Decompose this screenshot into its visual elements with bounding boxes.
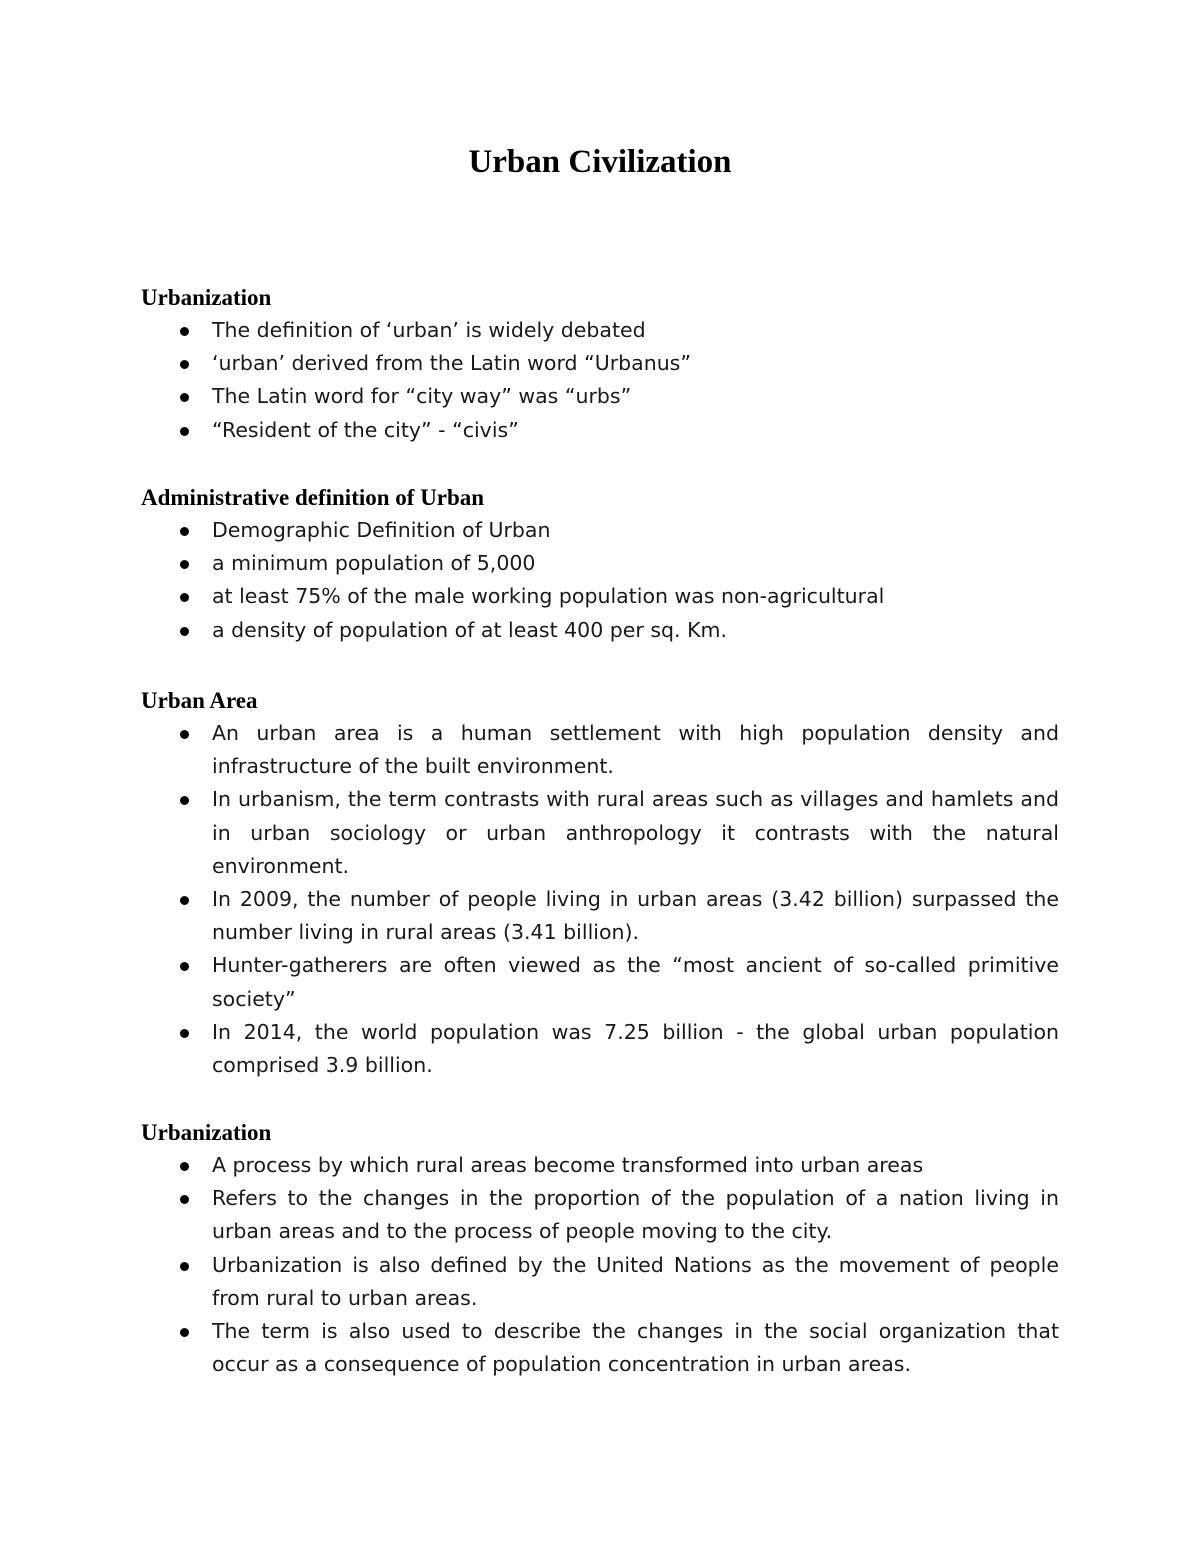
bullet-icon bbox=[180, 427, 189, 436]
list-item-text: “Resident of the city” - “civis” bbox=[212, 417, 519, 442]
list-item bbox=[141, 314, 1059, 347]
list-item bbox=[141, 380, 1059, 413]
section-urbanization-process bbox=[141, 1116, 1059, 1381]
list-item-text: A process by which rural areas become transformed into urban areas bbox=[212, 1153, 924, 1177]
section-urban-area bbox=[141, 684, 1059, 1082]
list-item-text: In 2014, the world population was 7.25 billion - the global urban population comprised 3.9 billion. bbox=[212, 1019, 1059, 1078]
list-item-text: An urban area is a human settlement with high population density and infrastructure of the built environment. bbox=[212, 721, 1059, 779]
bullet-list bbox=[141, 717, 1059, 1082]
list-item-text: The Latin word for “city way” was “urbs” bbox=[212, 384, 632, 409]
bullet-icon bbox=[180, 393, 189, 402]
list-item bbox=[141, 1249, 1059, 1315]
section-urbanization bbox=[141, 281, 1059, 447]
list-item-text: at least 75% of the male working population was non-agricultural bbox=[212, 584, 885, 609]
section-heading: Urban Area bbox=[141, 688, 258, 713]
bullet-icon bbox=[180, 1262, 189, 1271]
list-item-text: a density of population of at least 400 per sq. Km. bbox=[212, 617, 728, 642]
bullet-icon bbox=[180, 730, 189, 739]
bullet-icon bbox=[180, 1195, 189, 1204]
list-item bbox=[141, 1315, 1059, 1381]
list-item bbox=[141, 1182, 1059, 1248]
bullet-icon bbox=[180, 796, 189, 805]
list-item-text: ‘urban’ derived from the Latin word “Urbanus” bbox=[212, 351, 691, 376]
list-item bbox=[141, 717, 1059, 783]
list-item bbox=[141, 347, 1059, 380]
list-item bbox=[141, 414, 1059, 447]
bullet-icon bbox=[180, 1328, 189, 1337]
list-item bbox=[141, 783, 1059, 883]
bullet-icon bbox=[180, 1029, 189, 1038]
list-item bbox=[141, 883, 1059, 949]
bullet-list bbox=[141, 314, 1059, 447]
bullet-icon bbox=[180, 560, 189, 569]
list-item bbox=[141, 580, 1059, 613]
list-item bbox=[141, 547, 1059, 580]
list-item-text: The definition of ‘urban’ is widely debated bbox=[212, 318, 646, 342]
list-item-text: Refers to the changes in the proportion of the population of a nation living in urban areas and to the process of people moving to the city. bbox=[212, 1186, 1059, 1244]
bullet-icon bbox=[180, 360, 189, 369]
list-item bbox=[141, 949, 1059, 1015]
list-item bbox=[141, 1149, 1059, 1182]
bullet-icon bbox=[180, 593, 189, 602]
list-item-text: a minimum population of 5,000 bbox=[212, 551, 536, 576]
section-heading: Administrative definition of Urban bbox=[141, 485, 485, 510]
section-heading: Urbanization bbox=[141, 1120, 272, 1145]
bullet-icon bbox=[180, 527, 189, 536]
bullet-icon bbox=[180, 327, 189, 336]
list-item-text: Urbanization is also defined by the United Nations as the movement of people from rural to urban areas. bbox=[212, 1252, 1059, 1310]
list-item-text: Demographic Definition of Urban bbox=[212, 518, 551, 542]
bullet-list bbox=[141, 514, 1059, 647]
list-item bbox=[141, 514, 1059, 547]
section-heading: Urbanization bbox=[141, 285, 272, 310]
page-title: Urban Civilization bbox=[468, 144, 732, 180]
list-item-text: In urbanism, the term contrasts with rural areas such as villages and hamlets and in urban sociology or urban anthropology it contrasts with the natural environment. bbox=[212, 787, 1059, 878]
bullet-icon bbox=[180, 896, 189, 905]
list-item-text: The term is also used to describe the changes in the social organization that occur as a consequence of population concentration in urban areas. bbox=[212, 1319, 1059, 1377]
list-item-text: In 2009, the number of people living in urban areas (3.42 billion) surpassed the number living in rural areas (3.41 billion). bbox=[212, 887, 1059, 945]
bullet-icon bbox=[180, 962, 189, 971]
list-item-text: Hunter-gatherers are often viewed as the “most ancient of so-called primitive society” bbox=[212, 953, 1059, 1011]
list-item bbox=[141, 614, 1059, 647]
list-item bbox=[141, 1016, 1059, 1082]
bullet-icon bbox=[180, 627, 189, 636]
section-administrative-definition bbox=[141, 481, 1059, 647]
bullet-list bbox=[141, 1149, 1059, 1381]
bullet-icon bbox=[180, 1162, 189, 1171]
